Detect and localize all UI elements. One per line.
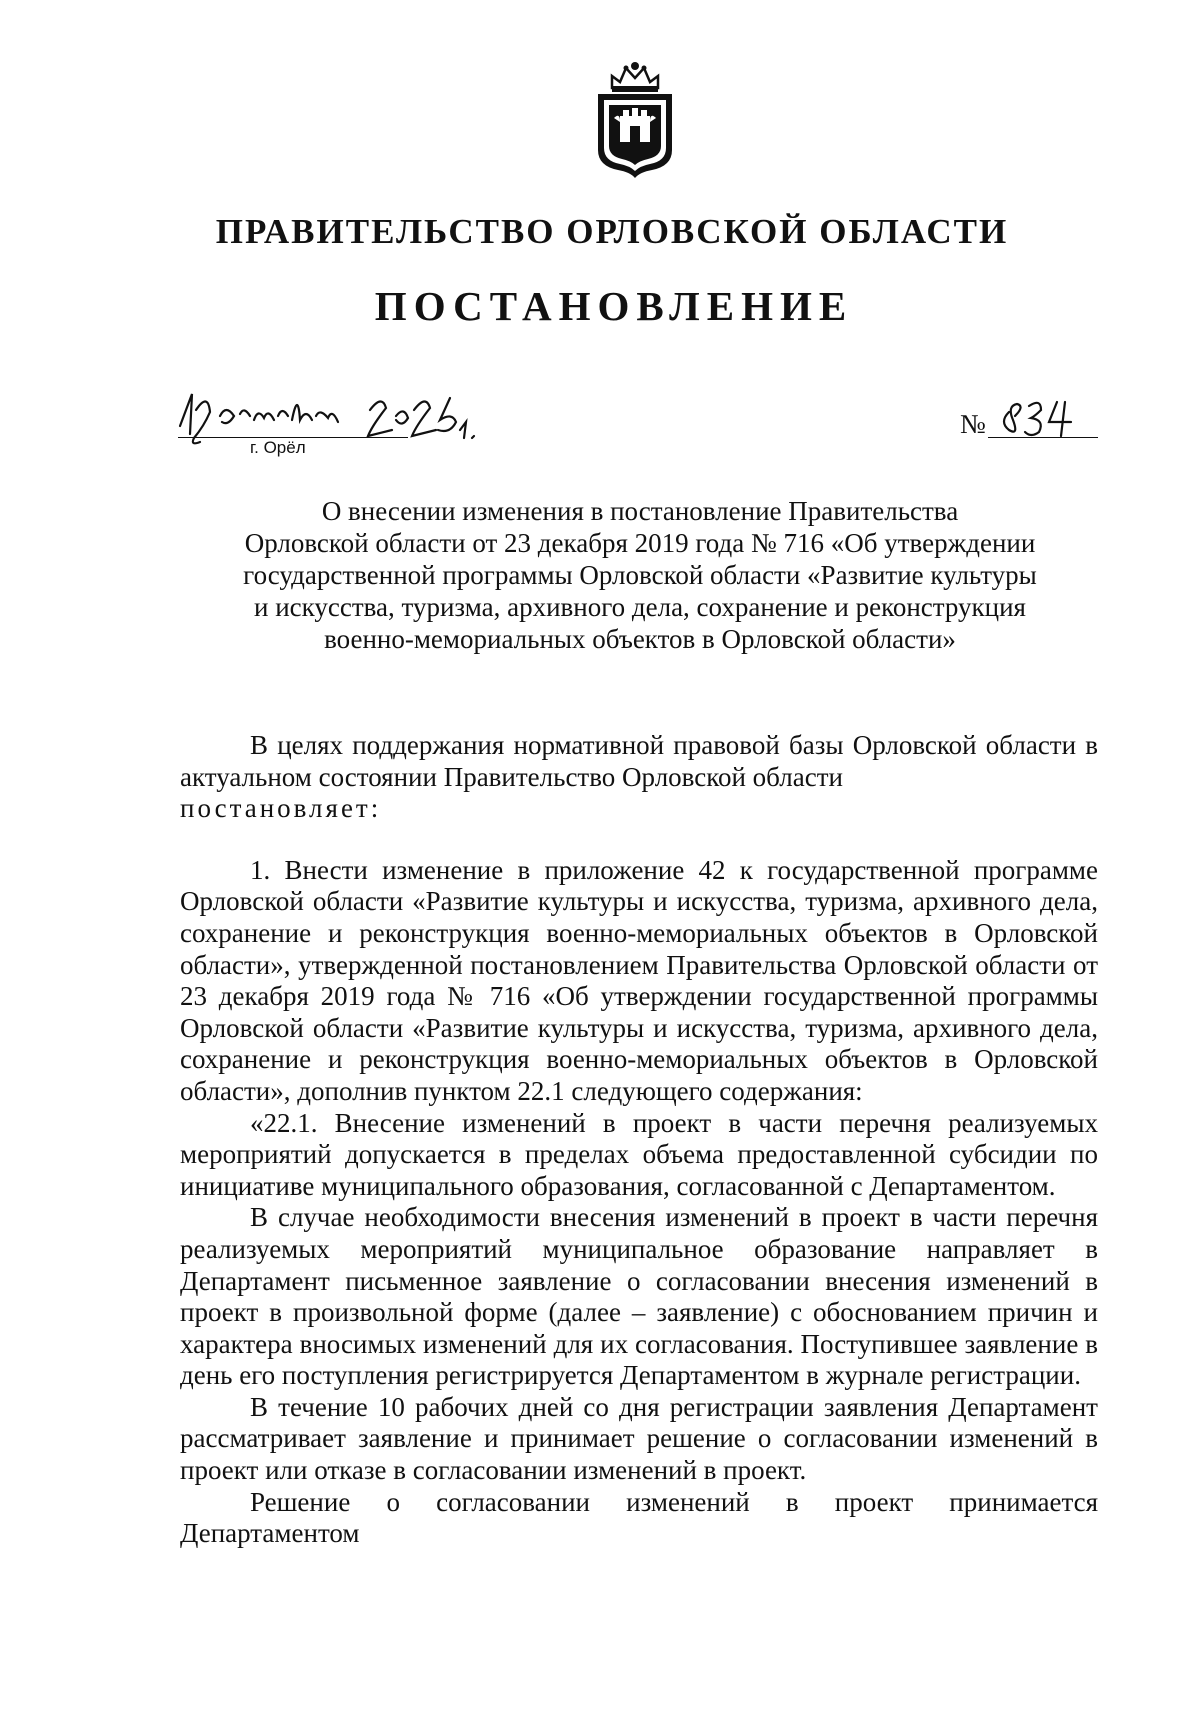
body-paragraph: «22.1. Внесение изменений в проект в части перечня реализуемых мероприятий допускается в пределах объема предоставленной субсидии по инициативе муниципального образования, согласованной с Департаментом. bbox=[180, 1107, 1098, 1201]
document-subject bbox=[180, 495, 1100, 655]
handwritten-number bbox=[995, 392, 1095, 442]
subject-line: и искусства, туризма, архивного дела, сохранение и реконструкция bbox=[254, 592, 1026, 622]
body-paragraph: В течение 10 рабочих дней со дня регистрации заявления Департамент рассматривает заявление и принимает решение о согласовании изменений в проект или отказе в согласовании изменений в проект. bbox=[180, 1391, 1098, 1486]
resolves-line bbox=[180, 793, 1098, 825]
resolves-text: постановляет: bbox=[180, 793, 382, 824]
body-paragraph: 1. Внести изменение в приложение 42 к государственной программе Орловской области «Развитие культуры и искусства, туризма, архивного дела, сохранение и реконструкция военно-мемориальных объектов в Орловской области», утвержденной постановлением Правительства Орловской области от 23 декабря 2019 года № 716 «Об утверждении государственной программы Орловской области «Развитие культуры и искусства, туризма, архивного дела, сохранение и реконструкция военно-мемориальных объектов в Орловской области», дополнив пунктом 22.1 следующего содержания: bbox=[180, 854, 1098, 1106]
document-type-title: ПОСТАНОВЛЕНИЕ bbox=[374, 283, 854, 329]
number-underline bbox=[988, 437, 1098, 438]
city-label: г. Орёл bbox=[250, 438, 306, 457]
document-body bbox=[180, 730, 1098, 1550]
body-paragraph: Решение о согласовании изменений в проект принимается Департаментом bbox=[180, 1486, 1098, 1549]
handwritten-date bbox=[160, 386, 500, 456]
number-label: № bbox=[960, 409, 986, 439]
coat-of-arms-icon bbox=[590, 58, 680, 180]
preamble-text: В целях поддержания нормативной правовой базы Орловской области в актуальном состоянии Правительство Орловской области bbox=[180, 730, 1098, 792]
government-title: ПРАВИТЕЛЬСТВО ОРЛОВСКОЙ ОБЛАСТИ bbox=[215, 212, 1009, 251]
body-paragraph: В случае необходимости внесения изменений в проект в части перечня реализуемых мероприятий муниципальное образование направляет в Департамент письменное заявление о согласовании внесения изменений в проект в произвольной форме (далее – заявление) с обоснованием причин и характера вносимых изменений для их согласования. Поступившее заявление в день его поступления регистрируется Департаментом в журнале регистрации. bbox=[180, 1202, 1098, 1391]
subject-line: Орловской области от 23 декабря 2019 года № 716 «Об утверждении bbox=[244, 528, 1036, 558]
subject-line: военно-мемориальных объектов в Орловской области» bbox=[324, 624, 956, 654]
preamble-paragraph bbox=[180, 730, 1098, 793]
subject-line: государственной программы Орловской области «Развитие культуры bbox=[243, 560, 1037, 590]
subject-line: О внесении изменения в постановление Правительства bbox=[321, 496, 959, 526]
